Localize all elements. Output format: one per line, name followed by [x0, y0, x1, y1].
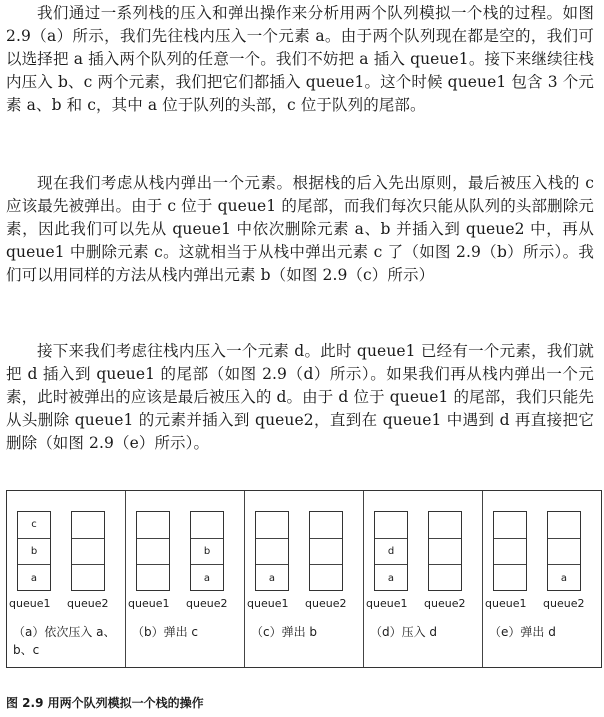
queue-cell [375, 512, 407, 539]
queue1-label: queue1 [9, 597, 51, 610]
queue-cell [548, 539, 580, 566]
panel-caption: （e）弹出 d [489, 625, 556, 639]
queue2-label: queue2 [424, 597, 466, 610]
queue2-box [71, 511, 105, 591]
queue-cell [256, 512, 288, 539]
queue-cell: a [268, 572, 276, 584]
queue1-box [374, 511, 408, 591]
queue2-box [428, 511, 462, 591]
figure-panel-c [245, 491, 364, 667]
figure-caption: 图 2.9 用两个队列模拟一个栈的操作 [6, 696, 204, 710]
panel-caption: （c）弹出 b [251, 625, 318, 639]
queue-cell [72, 512, 104, 539]
queue2-label: queue2 [305, 597, 347, 610]
queue-cell [310, 539, 342, 566]
queue-cell [137, 512, 169, 539]
queue-cell [548, 512, 580, 539]
queue-cell [429, 539, 461, 566]
queue-cell: a [30, 572, 38, 584]
queue2-label: queue2 [186, 597, 228, 610]
queue-cell [494, 565, 526, 592]
queue1-box [255, 511, 289, 591]
panel-caption: （d）压入 d [370, 625, 438, 639]
queue1-box [136, 511, 170, 591]
queue-cell [256, 539, 288, 566]
paragraph-2: 现在我们考虑从栈内弹出一个元素。根据栈的后入先出原则，最后被压入栈的 c 应该最先被弹出。由于 c 位于 queue1 的尾部，而我们每次只能从队列的头部删除元素，因此我们可以先从 queue1 中依次删除元素 a、b 并插入到 queue2 中，再从 queue1 中删除元素 c。这就相当于从栈中弹出元素 c 了（如图 2.9（b）所示）。我们可以用同样的方法从栈内弹出元素 b（如图 2.9（c）所示） [6, 174, 594, 284]
panel-caption: （b）弹出 c [132, 625, 199, 639]
queue-cell [494, 512, 526, 539]
queue-cell: a [203, 572, 211, 584]
queue2-box [190, 511, 224, 591]
queue-cell: b [191, 539, 223, 566]
figure-panel-a [7, 491, 126, 667]
queue1-label: queue1 [485, 597, 527, 610]
queue-cell [72, 565, 104, 592]
queue-cell [310, 512, 342, 539]
queue-cell [494, 539, 526, 566]
queue-cell: a [560, 572, 568, 584]
queue-cell: a [387, 572, 395, 584]
queue2-box [309, 511, 343, 591]
queue2-label: queue2 [67, 597, 109, 610]
panel-caption: （a）依次压入 a、b、c [13, 625, 116, 657]
figure-panel-d [364, 491, 483, 667]
queue1-label: queue1 [366, 597, 408, 610]
figure-queue-diagram [6, 490, 602, 668]
queue-cell [429, 512, 461, 539]
queue1-box [17, 511, 51, 591]
figure-panel-b [126, 491, 245, 667]
queue1-label: queue1 [247, 597, 289, 610]
queue-cell: c [18, 512, 50, 539]
queue2-label: queue2 [543, 597, 585, 610]
queue-cell [191, 512, 223, 539]
queue1-label: queue1 [128, 597, 170, 610]
queue-cell: d [375, 539, 407, 566]
paragraph-3: 接下来我们考虑往栈内压入一个元素 d。此时 queue1 已经有一个元素，我们就把 d 插入到 queue1 的尾部（如图 2.9（d）所示）。如果我们再从栈内弹出一个元素，此时被弹出的应该是最后被压入的 d。由于 d 位于 queue1 的尾部，我们只能先从头删除 queue1 的元素并插入到 queue2，直到在 queue1 中遇到 d 再直接把它删除（如图 2.9（e）所示）。 [6, 342, 594, 452]
queue-cell [310, 565, 342, 592]
queue-cell: b [18, 539, 50, 566]
paragraph-1: 我们通过一系列栈的压入和弹出操作来分析用两个队列模拟一个栈的过程。如图 2.9（a）所示，我们先往栈内压入一个元素 a。由于两个队列现在都是空的，我们可以选择把 a 插入两个队列的任意一个。我们不妨把 a 插入 queue1。接下来继续往栈内压入 b、c 两个元素，我们把它们都插入 queue1。这个时候 queue1 包含 3 个元素 a、b 和 c，其中 a 位于队列的头部，c 位于队列的尾部。 [6, 4, 594, 114]
queue-cell [137, 539, 169, 566]
figure-panel-e [483, 491, 601, 667]
queue-cell [137, 565, 169, 592]
queue1-box [493, 511, 527, 591]
queue-cell [72, 539, 104, 566]
queue2-box [547, 511, 581, 591]
queue-cell [429, 565, 461, 592]
